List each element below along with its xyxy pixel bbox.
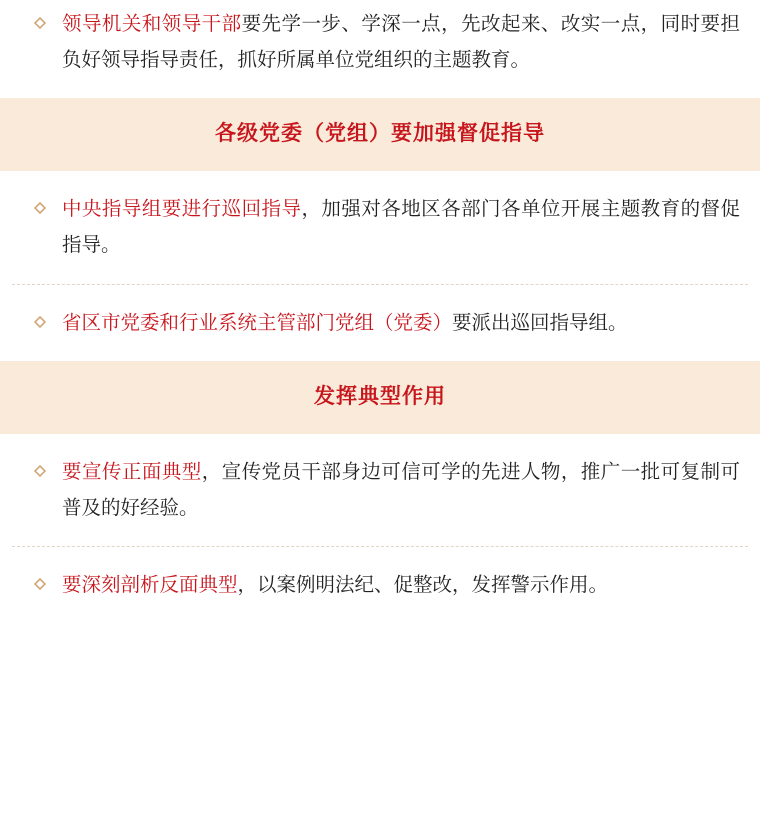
item-text <box>62 191 740 263</box>
item-group-models <box>0 434 760 623</box>
item-group-top <box>0 0 760 98</box>
item-highlight: 中央指导组要进行巡回指导 <box>62 197 302 221</box>
section-heading-models <box>0 361 760 434</box>
item-rest: 要派出巡回指导组。 <box>452 310 628 334</box>
item-rest: ，以案例明法纪、促整改，发挥警示作用。 <box>237 573 609 597</box>
item-provincial-party-committees <box>12 284 748 361</box>
diamond-bullet-icon <box>34 17 48 29</box>
item-central-guidance-group <box>12 171 748 283</box>
diamond-bullet-icon <box>34 202 48 214</box>
item-publicize-positive-models <box>12 434 748 546</box>
item-text <box>62 567 740 603</box>
item-highlight: 要宣传正面典型 <box>62 459 202 483</box>
diamond-bullet-icon <box>34 578 48 590</box>
section-heading-title: 发挥典型作用 <box>314 383 446 408</box>
item-text <box>62 6 740 78</box>
item-text <box>62 454 740 526</box>
item-rest: 要先学一步、学深一点，先改起来、改实一点，同时要担负好领导指导责任，抓好所属单位党组织的主题教育。 <box>62 12 740 72</box>
item-highlight: 要深刻剖析反面典型 <box>62 573 238 597</box>
item-leading-organs <box>12 0 748 98</box>
diamond-bullet-icon <box>34 465 48 477</box>
item-rest: ，宣传党员干部身边可信可学的先进人物，推广一批可复制可普及的好经验。 <box>62 459 740 519</box>
item-text <box>62 305 740 341</box>
item-group-supervision <box>0 171 760 360</box>
item-rest: ，加强对各地区各部门各单位开展主题教育的督促指导。 <box>62 197 740 257</box>
item-analyze-negative-models <box>12 546 748 623</box>
diamond-bullet-icon <box>34 316 48 328</box>
section-heading-supervision <box>0 98 760 171</box>
section-heading-title: 各级党委（党组）要加强督促指导 <box>215 121 545 146</box>
item-highlight: 领导机关和领导干部 <box>62 12 242 35</box>
item-highlight: 省区市党委和行业系统主管部门党组（党委） <box>62 310 453 334</box>
